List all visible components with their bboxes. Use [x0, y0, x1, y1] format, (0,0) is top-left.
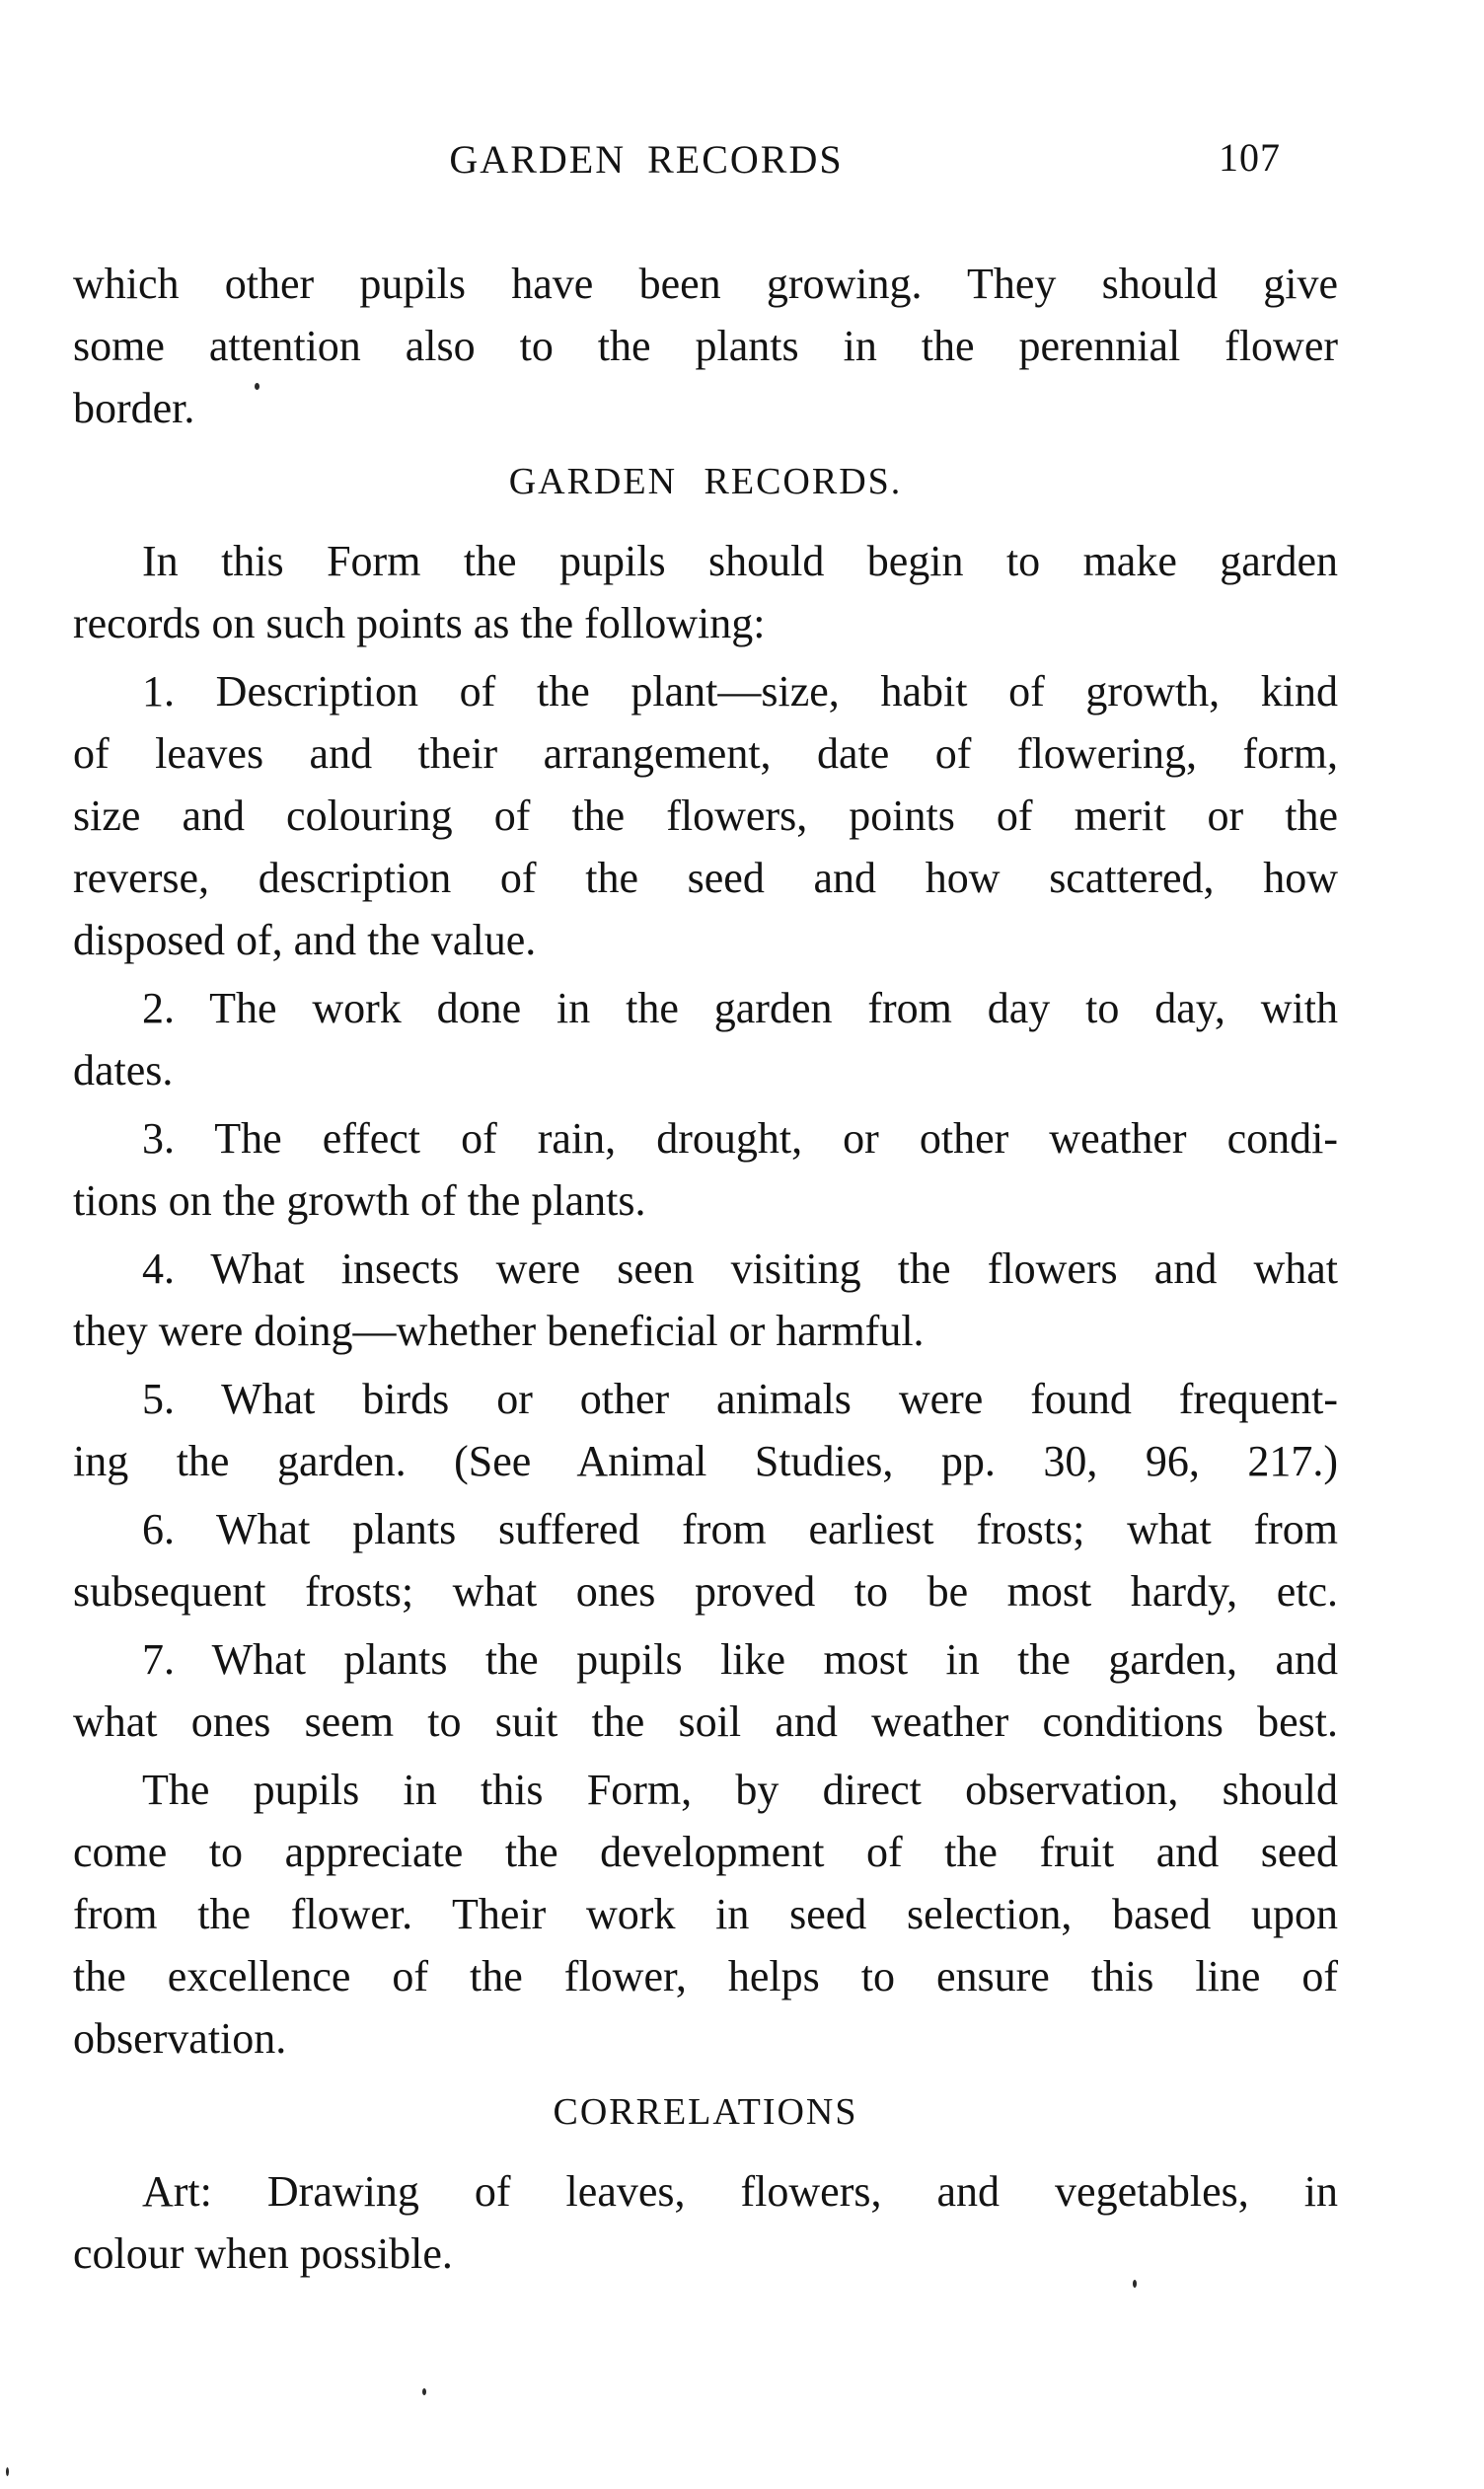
text-line: In this Form the pupils should begin to make garden	[142, 537, 1338, 585]
text-line: reverse, description of the seed and how scattered, how	[73, 854, 1338, 902]
text-line: observation.	[73, 2014, 287, 2063]
text-line: disposed of, and the value.	[73, 916, 537, 964]
text-line: which other pupils have been growing. They should give	[73, 260, 1338, 308]
text-line: 5. What birds or other animals were found frequent-	[142, 1375, 1338, 1423]
text-line: tions on the growth of the plants.	[73, 1176, 646, 1225]
text-line: subsequent frosts; what ones proved to be most hardy, etc.	[73, 1567, 1338, 1616]
scan-artifact-dot	[6, 2467, 9, 2476]
page-number: 107	[1219, 135, 1281, 180]
text-line: border.	[73, 384, 195, 432]
scan-artifact-dot	[422, 2388, 426, 2395]
paragraph	[73, 253, 1338, 439]
text-line: colour when possible.	[73, 2229, 453, 2278]
paragraph	[73, 1628, 1338, 1753]
text-line: of leaves and their arrangement, date of flowering, form,	[73, 729, 1338, 778]
text-line: some attention also to the plants in the perennial flower	[73, 322, 1338, 370]
paragraph	[73, 1759, 1338, 2070]
section-heading: GARDEN RECORDS.	[508, 461, 903, 502]
paragraph	[73, 1238, 1338, 1362]
paragraph	[73, 1498, 1338, 1622]
paragraph	[73, 1368, 1338, 1492]
page-body	[73, 253, 1338, 2285]
running-header-title: GARDEN RECORDS	[449, 137, 844, 182]
text-line: records on such points as the following:	[73, 599, 766, 647]
paragraph	[73, 977, 1338, 1101]
text-line: what ones seem to suit the soil and weather conditions best.	[73, 1697, 1338, 1746]
text-line: come to appreciate the development of the fruit and seed	[73, 1828, 1338, 1876]
text-line: dates.	[73, 1046, 174, 1094]
text-line: they were doing—whether beneficial or harmful.	[73, 1307, 925, 1355]
text-line: 4. What insects were seen visiting the flowers and what	[142, 1244, 1338, 1293]
paragraph	[73, 1107, 1338, 1232]
text-line: Art: Drawing of leaves, flowers, and vegetables, in	[142, 2167, 1338, 2216]
text-line: the excellence of the flower, helps to ensure this line of	[73, 1952, 1338, 2000]
text-line: 2. The work done in the garden from day to day, with	[142, 984, 1338, 1032]
text-line: size and colouring of the flowers, points of merit or the	[73, 792, 1338, 840]
running-header	[73, 136, 1338, 186]
scan-artifact-dot	[255, 383, 260, 390]
text-line: 1. Description of the plant—size, habit of growth, kind	[142, 667, 1338, 716]
text-line: 7. What plants the pupils like most in the garden, and	[142, 1635, 1338, 1684]
text-line: 3. The effect of rain, drought, or other weather condi-	[142, 1114, 1338, 1163]
paragraph	[73, 2160, 1338, 2285]
scan-artifact-dot	[1133, 2280, 1137, 2288]
section-heading: CORRELATIONS	[553, 2091, 858, 2133]
text-line: from the flower. Their work in seed selection, based upon	[73, 1890, 1338, 1938]
text-line: ing the garden. (See Animal Studies, pp. 30, 96, 217.)	[73, 1437, 1338, 1485]
text-line: The pupils in this Form, by direct observation, should	[142, 1766, 1338, 1814]
text-line: 6. What plants suffered from earliest frosts; what from	[142, 1505, 1338, 1553]
paragraph	[73, 660, 1338, 971]
paragraph	[73, 530, 1338, 654]
